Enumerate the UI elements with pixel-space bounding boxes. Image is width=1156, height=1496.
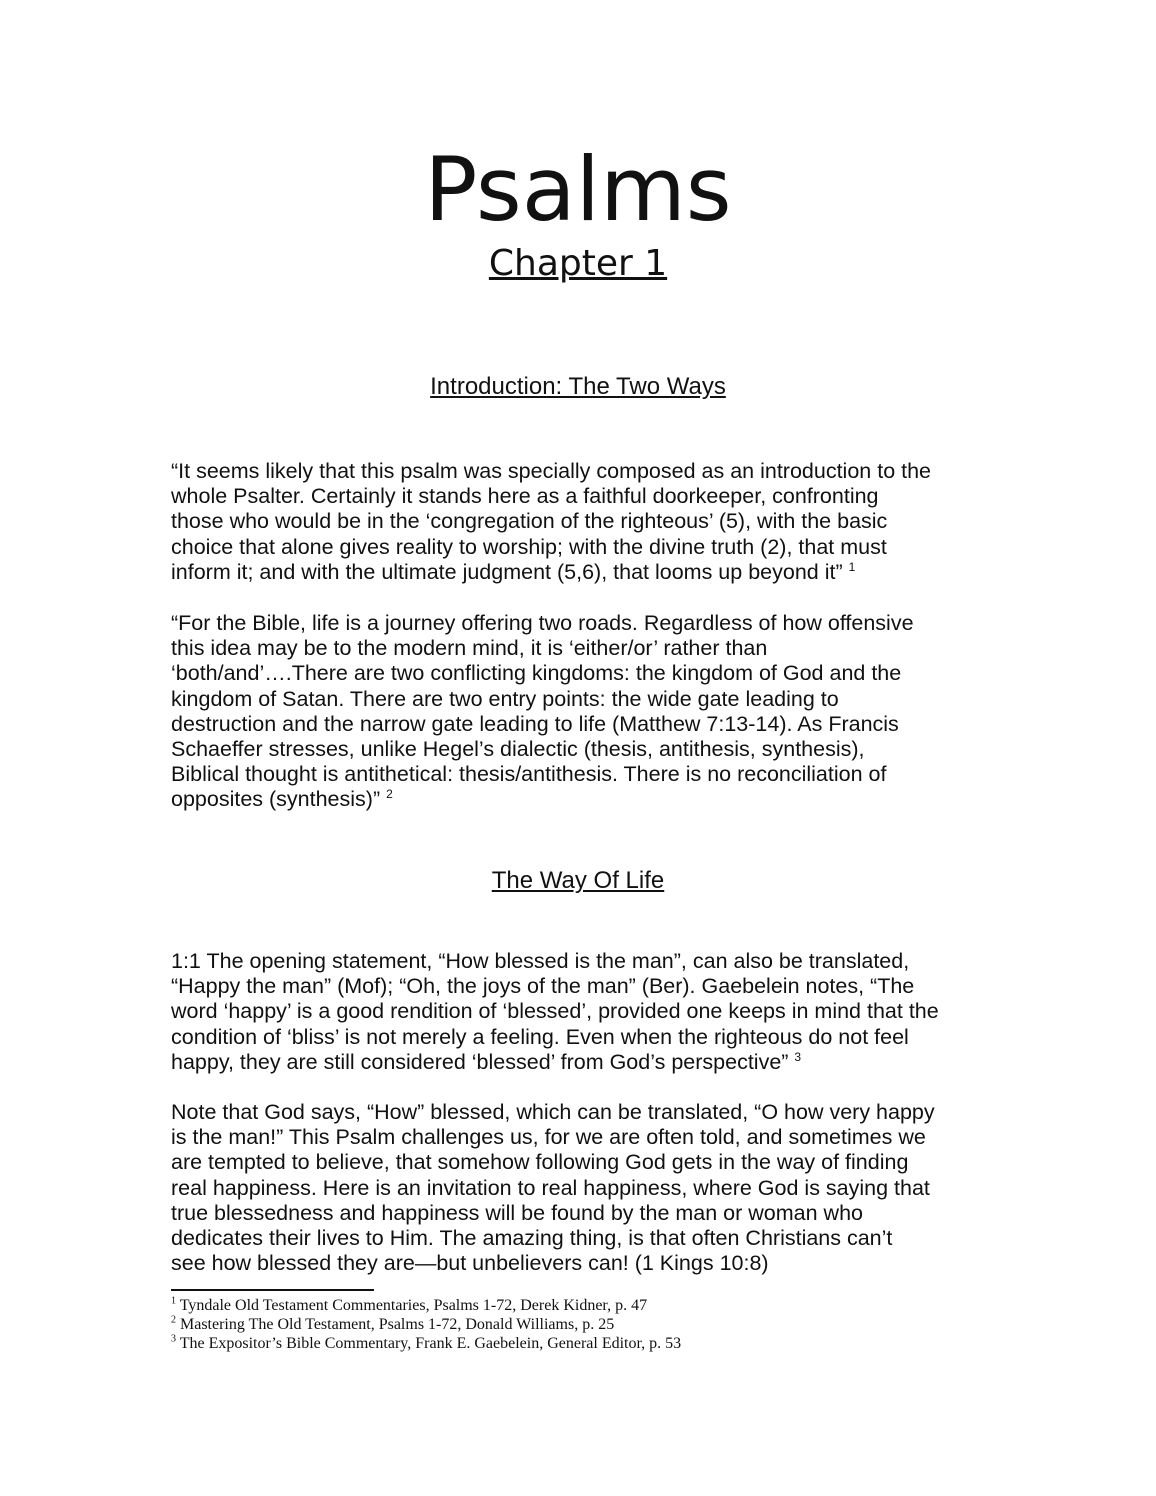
footnotes [171,1296,971,1353]
page-title: Psalms [424,138,732,241]
section-heading-way-of-life: The Way Of Life [491,867,665,894]
section-heading-introduction: Introduction: The Two Ways [430,373,726,400]
footnote-number: 3 [171,1333,176,1345]
paragraph-intro-quote-1 [171,459,991,585]
footnote-3 [171,1334,971,1353]
footnote-text: Mastering The Old Testament, Psalms 1-72, Donald Williams, p. 25 [176,1316,615,1333]
footnote-text: Tyndale Old Testament Commentaries, Psalms 1-72, Derek Kidner, p. 47 [176,1297,648,1314]
footnote-2 [171,1315,971,1334]
footnote-ref-1: 1 [848,559,856,574]
footnote-divider [171,1289,374,1291]
footnote-text: The Expositor’s Bible Commentary, Frank E. Gaebelein, General Editor, p. 53 [176,1335,682,1352]
footnote-ref-3: 3 [794,1049,802,1064]
paragraph-verse-1-1 [171,949,991,1075]
paragraph-text: Note that God says, “How” blessed, which can be translated, “O how very happy is the man!” This Psalm challenges us, for we are often told, and sometimes we are tempted to believe, that somehow following God gets in the way of finding real happiness. Here is an invitation to real happiness, where God is saying that true blessedness and happiness will be found by the man or woman who dedicates their lives to Him. The amazing thing, is that often Christians can’t see how blessed they are—but unbelievers can! (1 Kings 10:8) [171,1100,935,1276]
paragraph-text: “For the Bible, life is a journey offering two roads. Regardless of how offensive this idea may be to the modern mind, it is ‘either/or’ rather than ‘both/and’….There are two conflicting kingdoms: the kingdom of God and the kingdom of Satan. There are two entry points: the wide gate leading to destruction and the narrow gate leading to life (Matthew 7:13-14). As Francis Schaeffer stresses, unlike Hegel’s dialectic (thesis, antithesis, synthesis), Biblical thought is antithetical: thesis/antithesis. There is no reconciliation of opposites (synthesis)” [171,611,914,812]
paragraph-text: “It seems likely that this psalm was specially composed as an introduction to the whole Psalter. Certainly it stands here as a faithful doorkeeper, confronting those who would be in the ‘congregation of the righteous’ (5), with the basic choice that alone gives reality to worship; with the divine truth (2), that must inform it; and with the ultimate judgment (5,6), that looms up beyond it” [171,459,932,584]
footnote-ref-2: 2 [386,787,393,802]
paragraph-how-blessed [171,1100,991,1276]
chapter-heading: Chapter 1 [488,243,668,284]
footnote-number: 2 [171,1314,176,1326]
footnote-number: 1 [171,1295,176,1307]
paragraph-intro-quote-2 [171,611,991,813]
footnote-1 [171,1296,971,1315]
paragraph-text: 1:1 The opening statement, “How blessed is the man”, can also be translated, “Happy the man” (Mof); “Oh, the joys of the man” (Ber). Gaebelein notes, “The word ‘happy’ is a good rendition of ‘blessed’, provided one keeps in mind that the condition of ‘bliss’ is not merely a feeling. Even when the righteous do not feel happy, they are still considered ‘blessed’ from God’s perspective” [171,949,939,1074]
